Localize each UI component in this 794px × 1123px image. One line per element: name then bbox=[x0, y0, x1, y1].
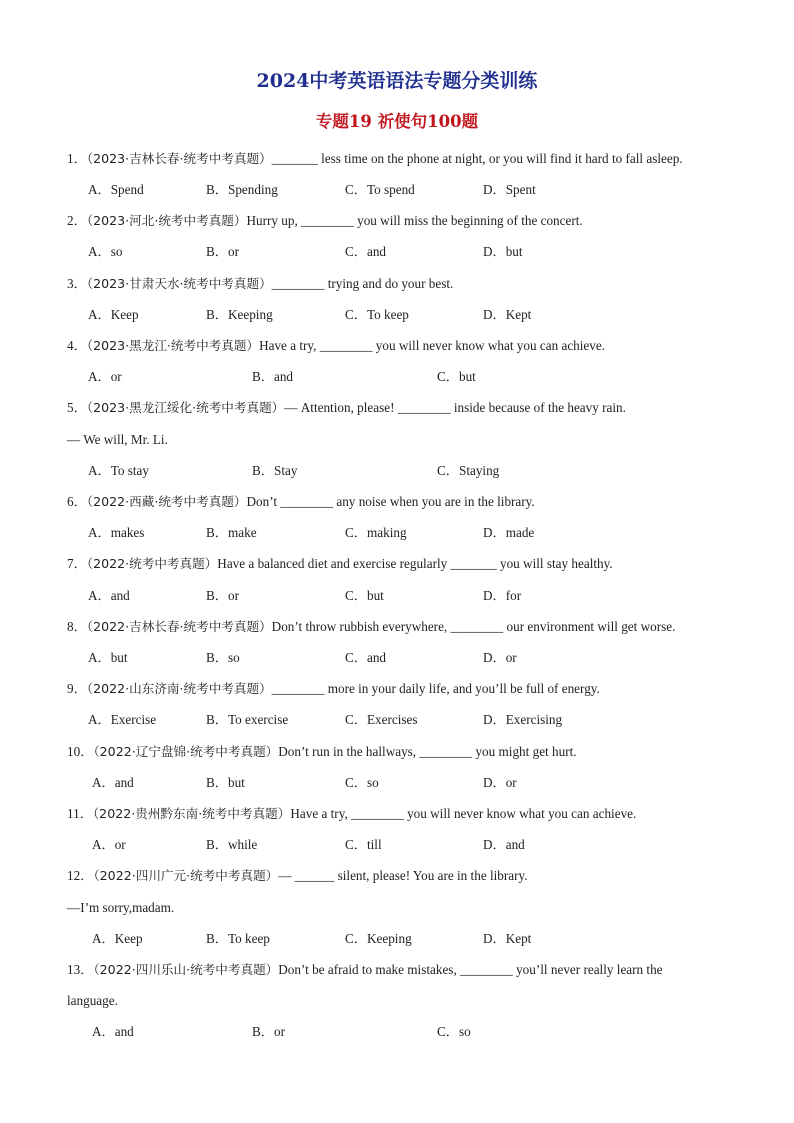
question-13-stem bbox=[67, 960, 747, 980]
question-source: （2022·辽宁盘锦·统考中考真题） bbox=[93, 744, 279, 759]
option-b: B．so bbox=[206, 650, 240, 665]
question-number: 11． bbox=[67, 806, 93, 821]
option-c: C．and bbox=[345, 650, 387, 665]
question-text: _______ less time on the phone at night, or you will find it hard to fall asleep. bbox=[271, 151, 683, 166]
option-a: A．and bbox=[88, 588, 130, 603]
option-b: B．and bbox=[252, 369, 294, 384]
question-12-stem bbox=[67, 866, 747, 886]
option-c: C．but bbox=[437, 369, 476, 384]
question-12-response: —I’m sorry,madam. bbox=[67, 900, 175, 915]
question-text: Have a try, ________ you will never know what you can achieve. bbox=[290, 806, 637, 821]
question-text: ________ more in your daily life, and you’ll be full of energy. bbox=[271, 681, 600, 696]
option-d: D．Kept bbox=[483, 307, 532, 322]
question-text: — ______ silent, please! You are in the library. bbox=[278, 868, 528, 883]
question-source: （2022·四川乐山·统考中考真题） bbox=[93, 962, 279, 977]
option-a: A．so bbox=[88, 244, 123, 259]
option-c: C．making bbox=[345, 525, 407, 540]
question-source: （2023·甘肃天水·统考中考真题） bbox=[86, 276, 272, 291]
question-text: ________ trying and do your best. bbox=[271, 276, 454, 291]
option-c: C．and bbox=[345, 244, 387, 259]
question-number: 1． bbox=[67, 151, 87, 166]
question-number: 13． bbox=[67, 962, 94, 977]
option-a: A．and bbox=[92, 775, 134, 790]
option-d: D．Spent bbox=[483, 182, 536, 197]
page-subtitle: 专题19 祈使句100题 bbox=[315, 112, 479, 131]
option-c: C．To keep bbox=[345, 307, 409, 322]
question-text: Don’t be afraid to make mistakes, ________ you’ll never really learn the bbox=[278, 962, 663, 977]
option-c: C．To spend bbox=[345, 182, 415, 197]
question-source: （2022·四川广元·统考中考真题） bbox=[93, 868, 279, 883]
question-5-response: — We will, Mr. Li. bbox=[67, 432, 168, 447]
question-text: Don’t run in the hallways, ________ you might get hurt. bbox=[278, 744, 577, 759]
option-a: A．Spend bbox=[88, 182, 144, 197]
option-d: D．and bbox=[483, 837, 525, 852]
question-number: 10． bbox=[67, 744, 94, 759]
question-number: 9． bbox=[67, 681, 87, 696]
option-b: B．To exercise bbox=[206, 712, 289, 727]
question-8-stem bbox=[67, 617, 747, 637]
question-source: （2022·山东济南·统考中考真题） bbox=[86, 681, 272, 696]
option-a: A．Exercise bbox=[88, 712, 157, 727]
option-b: B．but bbox=[206, 775, 245, 790]
question-number: 4． bbox=[67, 338, 87, 353]
option-a: A．or bbox=[92, 837, 126, 852]
option-a: A．Keep bbox=[88, 307, 139, 322]
option-c: C．but bbox=[345, 588, 384, 603]
question-number: 8． bbox=[67, 619, 87, 634]
option-b: B．Spending bbox=[206, 182, 278, 197]
option-c: C．Keeping bbox=[345, 931, 412, 946]
option-b: B．Stay bbox=[252, 463, 298, 478]
option-d: D．made bbox=[483, 525, 535, 540]
question-number: 3． bbox=[67, 276, 87, 291]
question-9-stem bbox=[67, 679, 747, 699]
question-6-stem bbox=[67, 492, 747, 512]
option-d: D．Exercising bbox=[483, 712, 563, 727]
question-text: Hurry up, ________ you will miss the beginning of the concert. bbox=[246, 213, 583, 228]
option-c: C．Exercises bbox=[345, 712, 418, 727]
option-a: A．or bbox=[88, 369, 122, 384]
question-source: （2023·黑龙江绥化·统考中考真题） bbox=[86, 400, 285, 415]
option-d: D．Kept bbox=[483, 931, 532, 946]
question-source: （2022·统考中考真题） bbox=[86, 556, 218, 571]
option-b: B．Keeping bbox=[206, 307, 273, 322]
option-d: D．or bbox=[483, 775, 517, 790]
option-b: B．or bbox=[252, 1024, 285, 1039]
question-5-stem bbox=[67, 398, 747, 418]
question-source: （2023·河北·统考中考真题） bbox=[86, 213, 247, 228]
option-c: C．Staying bbox=[437, 463, 500, 478]
option-c: C．so bbox=[345, 775, 379, 790]
question-7-stem bbox=[67, 554, 747, 574]
question-10-stem bbox=[67, 742, 747, 762]
question-source: （2023·黑龙江·统考中考真题） bbox=[86, 338, 260, 353]
question-text: Don’t throw rubbish everywhere, ________ our environment will get worse. bbox=[271, 619, 676, 634]
option-d: D．but bbox=[483, 244, 523, 259]
option-a: A．makes bbox=[88, 525, 145, 540]
question-number: 7． bbox=[67, 556, 87, 571]
option-c: C．till bbox=[345, 837, 382, 852]
page-title: 2024中考英语语法专题分类训练 bbox=[256, 70, 538, 92]
option-a: A．and bbox=[92, 1024, 134, 1039]
question-number: 12． bbox=[67, 868, 94, 883]
option-b: B．make bbox=[206, 525, 257, 540]
question-text: Have a try, ________ you will never know what you can achieve. bbox=[259, 338, 606, 353]
question-source: （2022·贵州黔东南·统考中考真题） bbox=[92, 806, 291, 821]
option-d: D．or bbox=[483, 650, 517, 665]
question-source: （2022·吉林长春·统考中考真题） bbox=[86, 619, 272, 634]
question-text: — Attention, please! ________ inside because of the heavy rain. bbox=[284, 400, 626, 415]
question-source: （2023·吉林长春·统考中考真题） bbox=[86, 151, 272, 166]
option-a: A．but bbox=[88, 650, 128, 665]
option-c: C．so bbox=[437, 1024, 471, 1039]
question-number: 6． bbox=[67, 494, 87, 509]
option-a: A．Keep bbox=[92, 931, 143, 946]
question-3-stem bbox=[67, 274, 747, 294]
question-text: Don’t ________ any noise when you are in the library. bbox=[246, 494, 535, 509]
option-b: B．while bbox=[206, 837, 258, 852]
option-b: B．To keep bbox=[206, 931, 270, 946]
question-4-stem bbox=[67, 336, 747, 356]
question-2-stem bbox=[67, 211, 747, 231]
option-b: B．or bbox=[206, 244, 239, 259]
option-b: B．or bbox=[206, 588, 239, 603]
question-13-continuation: language. bbox=[67, 993, 118, 1008]
option-a: A．To stay bbox=[88, 463, 149, 478]
question-number: 2． bbox=[67, 213, 87, 228]
question-number: 5． bbox=[67, 400, 87, 415]
question-text: Have a balanced diet and exercise regularly _______ you will stay healthy. bbox=[217, 556, 613, 571]
option-d: D．for bbox=[483, 588, 522, 603]
question-11-stem bbox=[67, 804, 747, 824]
question-source: （2022·西藏·统考中考真题） bbox=[86, 494, 247, 509]
question-1-stem bbox=[67, 149, 747, 169]
